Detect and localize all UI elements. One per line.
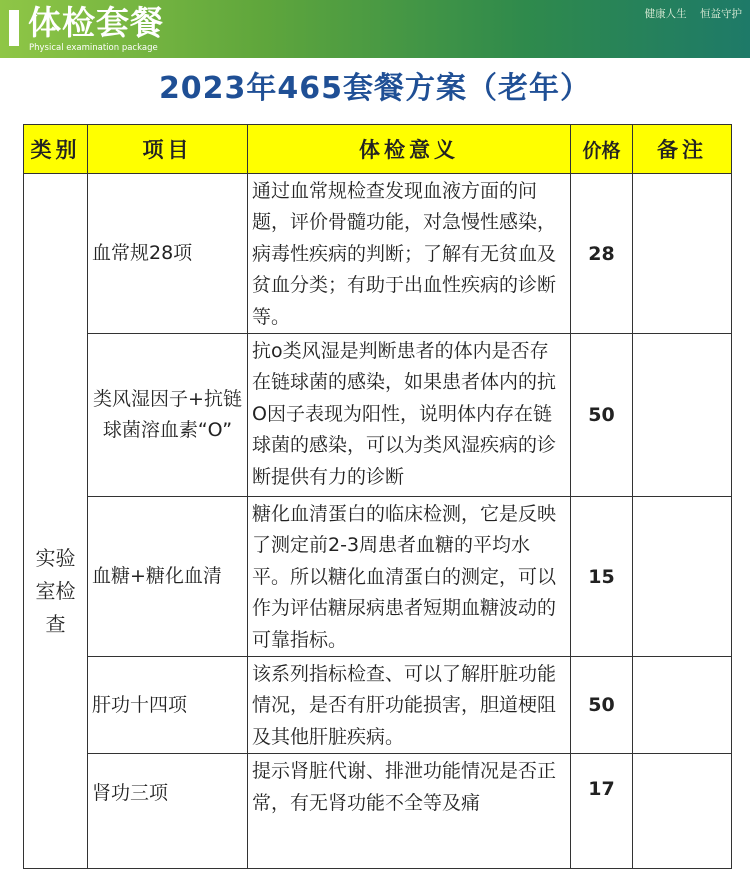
table-row [24, 174, 732, 334]
table-header-row [24, 125, 732, 174]
meaning-cell: 通过血常规检查发现血液方面的问题，评价骨髓功能，对急慢性感染，病毒性疾病的判断；了解有无贫血及贫血分类；有助于出血性疾病的诊断等。 [248, 174, 571, 334]
page-title: 2023年465套餐方案（老年） [158, 71, 592, 106]
note-cell [633, 657, 732, 754]
item-cell: 血糖+糖化血清 [88, 497, 248, 657]
price-cell: 28 [571, 174, 633, 334]
col-header-meaning: 体检意义 [248, 125, 571, 174]
meaning-cell: 提示肾脏代谢、排泄功能情况是否正常，有无肾功能不全等及痛 [248, 754, 571, 869]
item-cell: 血常规28项 [88, 174, 248, 334]
banner-title: 体检套餐 [28, 3, 164, 42]
meaning-cell: 该系列指标检查、可以了解肝脏功能情况，是否有肝功能损害，胆道梗阻及其他肝脏疾病。 [248, 657, 571, 754]
package-table [23, 124, 732, 869]
banner-slogan: 健康人生 恒益守护 [644, 8, 742, 20]
col-header-price: 价格 [571, 125, 633, 174]
note-cell [633, 754, 732, 869]
item-cell: 肝功十四项 [88, 657, 248, 754]
table-row [24, 497, 732, 657]
col-header-item: 项目 [88, 125, 248, 174]
banner [0, 0, 750, 58]
note-cell [633, 497, 732, 657]
price-cell: 15 [571, 497, 633, 657]
meaning-cell: 糖化血清蛋白的临床检测，它是反映了测定前2-3周患者血糖的平均水平。所以糖化血清蛋白的测定，可以作为评估糖尿病患者短期血糖波动的可靠指标。 [248, 497, 571, 657]
price-cell: 50 [571, 334, 633, 497]
category-cell: 实验室检查 [24, 174, 88, 869]
table-row [24, 754, 732, 869]
item-cell: 肾功三项 [88, 754, 248, 869]
note-cell [633, 174, 732, 334]
table-row [24, 657, 732, 754]
meaning-cell: 抗o类风湿是判断患者的体内是否存在链球菌的感染，如果患者体内的抗O因子表现为阳性，说明体内存在链球菌的感染，可以为类风湿疾病的诊断提供有力的诊断 [248, 334, 571, 497]
note-cell [633, 334, 732, 497]
banner-subtitle: Physical examination package [29, 43, 158, 53]
price-cell: 17 [571, 754, 633, 869]
price-cell: 50 [571, 657, 633, 754]
col-header-note: 备注 [633, 125, 732, 174]
item-cell: 类风湿因子+抗链球菌溶血素“O” [88, 334, 248, 497]
col-header-category: 类别 [24, 125, 88, 174]
banner-accent-bar [9, 10, 19, 46]
table-row [24, 334, 732, 497]
